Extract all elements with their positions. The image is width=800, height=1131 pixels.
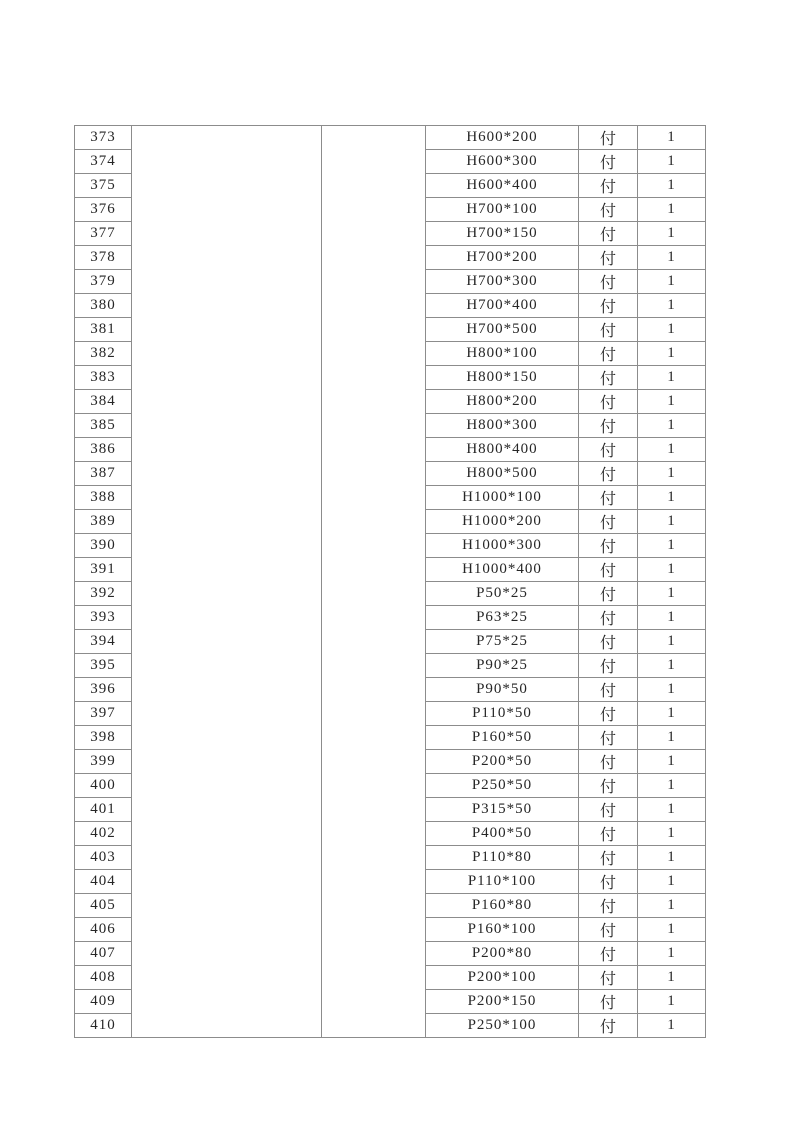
row-number-cell: 396 [75,678,132,702]
qty-cell: 1 [638,582,706,606]
qty-cell: 1 [638,822,706,846]
qty-cell: 1 [638,870,706,894]
unit-cell: 付 [579,414,638,438]
unit-cell: 付 [579,390,638,414]
row-number-cell: 403 [75,846,132,870]
spec-cell: P110*80 [426,846,579,870]
spec-cell: P400*50 [426,822,579,846]
spec-cell: P110*100 [426,870,579,894]
spec-cell: H800*300 [426,414,579,438]
spec-cell: H1000*200 [426,510,579,534]
qty-cell: 1 [638,222,706,246]
qty-cell: 1 [638,726,706,750]
row-number-cell: 398 [75,726,132,750]
spec-cell: P250*50 [426,774,579,798]
row-number-cell: 388 [75,486,132,510]
spec-cell: H800*200 [426,390,579,414]
qty-cell: 1 [638,894,706,918]
spec-cell: P250*100 [426,1014,579,1038]
row-number-cell: 404 [75,870,132,894]
qty-cell: 1 [638,246,706,270]
qty-cell: 1 [638,126,706,150]
row-number-cell: 407 [75,942,132,966]
qty-cell: 1 [638,654,706,678]
unit-cell: 付 [579,222,638,246]
unit-cell: 付 [579,966,638,990]
unit-cell: 付 [579,198,638,222]
model-merged-cell [322,126,426,1038]
qty-cell: 1 [638,366,706,390]
spec-cell: H800*500 [426,462,579,486]
spec-cell: P160*50 [426,726,579,750]
unit-cell: 付 [579,750,638,774]
qty-cell: 1 [638,462,706,486]
unit-cell: 付 [579,774,638,798]
spec-cell: H800*400 [426,438,579,462]
spec-cell: H600*200 [426,126,579,150]
spec-cell: P90*50 [426,678,579,702]
unit-cell: 付 [579,1014,638,1038]
unit-cell: 付 [579,870,638,894]
spec-cell: P200*50 [426,750,579,774]
unit-cell: 付 [579,294,638,318]
qty-cell: 1 [638,342,706,366]
qty-cell: 1 [638,966,706,990]
table-row [75,126,706,150]
qty-cell: 1 [638,606,706,630]
row-number-cell: 389 [75,510,132,534]
qty-cell: 1 [638,918,706,942]
row-number-cell: 397 [75,702,132,726]
row-number-cell: 379 [75,270,132,294]
unit-cell: 付 [579,798,638,822]
unit-cell: 付 [579,342,638,366]
qty-cell: 1 [638,630,706,654]
unit-cell: 付 [579,678,638,702]
row-number-cell: 401 [75,798,132,822]
spec-cell: H1000*300 [426,534,579,558]
qty-cell: 1 [638,294,706,318]
description-merged-cell [132,126,322,1038]
spec-cell: H700*150 [426,222,579,246]
unit-cell: 付 [579,726,638,750]
qty-cell: 1 [638,486,706,510]
unit-cell: 付 [579,246,638,270]
qty-cell: 1 [638,846,706,870]
spec-cell: P160*100 [426,918,579,942]
row-number-cell: 390 [75,534,132,558]
qty-cell: 1 [638,318,706,342]
qty-cell: 1 [638,174,706,198]
spec-cell: P200*100 [426,966,579,990]
qty-cell: 1 [638,678,706,702]
unit-cell: 付 [579,510,638,534]
spec-cell: H700*300 [426,270,579,294]
unit-cell: 付 [579,486,638,510]
qty-cell: 1 [638,414,706,438]
qty-cell: 1 [638,750,706,774]
qty-cell: 1 [638,438,706,462]
qty-cell: 1 [638,390,706,414]
unit-cell: 付 [579,462,638,486]
row-number-cell: 400 [75,774,132,798]
row-number-cell: 387 [75,462,132,486]
table-body [75,126,706,1038]
unit-cell: 付 [579,990,638,1014]
spec-cell: H600*400 [426,174,579,198]
qty-cell: 1 [638,150,706,174]
unit-cell: 付 [579,534,638,558]
qty-cell: 1 [638,558,706,582]
row-number-cell: 378 [75,246,132,270]
qty-cell: 1 [638,798,706,822]
qty-cell: 1 [638,270,706,294]
unit-cell: 付 [579,654,638,678]
row-number-cell: 391 [75,558,132,582]
qty-cell: 1 [638,702,706,726]
spec-cell: H800*100 [426,342,579,366]
unit-cell: 付 [579,606,638,630]
qty-cell: 1 [638,1014,706,1038]
unit-cell: 付 [579,942,638,966]
row-number-cell: 373 [75,126,132,150]
unit-cell: 付 [579,630,638,654]
unit-cell: 付 [579,438,638,462]
row-number-cell: 382 [75,342,132,366]
spec-cell: P315*50 [426,798,579,822]
row-number-cell: 383 [75,366,132,390]
spec-cell: H700*100 [426,198,579,222]
spec-cell: H1000*100 [426,486,579,510]
unit-cell: 付 [579,822,638,846]
row-number-cell: 406 [75,918,132,942]
row-number-cell: 380 [75,294,132,318]
spec-cell: P75*25 [426,630,579,654]
row-number-cell: 394 [75,630,132,654]
qty-cell: 1 [638,942,706,966]
qty-cell: 1 [638,990,706,1014]
row-number-cell: 386 [75,438,132,462]
row-number-cell: 410 [75,1014,132,1038]
spec-cell: P50*25 [426,582,579,606]
spec-cell: H600*300 [426,150,579,174]
spec-cell: H1000*400 [426,558,579,582]
spec-cell: H700*200 [426,246,579,270]
unit-cell: 付 [579,894,638,918]
row-number-cell: 374 [75,150,132,174]
spec-cell: P90*25 [426,654,579,678]
unit-cell: 付 [579,582,638,606]
row-number-cell: 375 [75,174,132,198]
row-number-cell: 409 [75,990,132,1014]
row-number-cell: 392 [75,582,132,606]
row-number-cell: 405 [75,894,132,918]
spec-cell: H700*400 [426,294,579,318]
row-number-cell: 395 [75,654,132,678]
spec-cell: P110*50 [426,702,579,726]
row-number-cell: 377 [75,222,132,246]
row-number-cell: 399 [75,750,132,774]
parts-table [74,125,706,1038]
qty-cell: 1 [638,198,706,222]
row-number-cell: 393 [75,606,132,630]
spec-cell: P160*80 [426,894,579,918]
unit-cell: 付 [579,150,638,174]
unit-cell: 付 [579,702,638,726]
qty-cell: 1 [638,774,706,798]
spec-cell: H800*150 [426,366,579,390]
unit-cell: 付 [579,318,638,342]
qty-cell: 1 [638,534,706,558]
row-number-cell: 384 [75,390,132,414]
unit-cell: 付 [579,126,638,150]
unit-cell: 付 [579,846,638,870]
row-number-cell: 385 [75,414,132,438]
unit-cell: 付 [579,270,638,294]
row-number-cell: 402 [75,822,132,846]
row-number-cell: 376 [75,198,132,222]
spec-cell: H700*500 [426,318,579,342]
spec-cell: P200*150 [426,990,579,1014]
spec-cell: P63*25 [426,606,579,630]
spec-cell: P200*80 [426,942,579,966]
unit-cell: 付 [579,558,638,582]
row-number-cell: 381 [75,318,132,342]
unit-cell: 付 [579,174,638,198]
unit-cell: 付 [579,366,638,390]
row-number-cell: 408 [75,966,132,990]
unit-cell: 付 [579,918,638,942]
qty-cell: 1 [638,510,706,534]
